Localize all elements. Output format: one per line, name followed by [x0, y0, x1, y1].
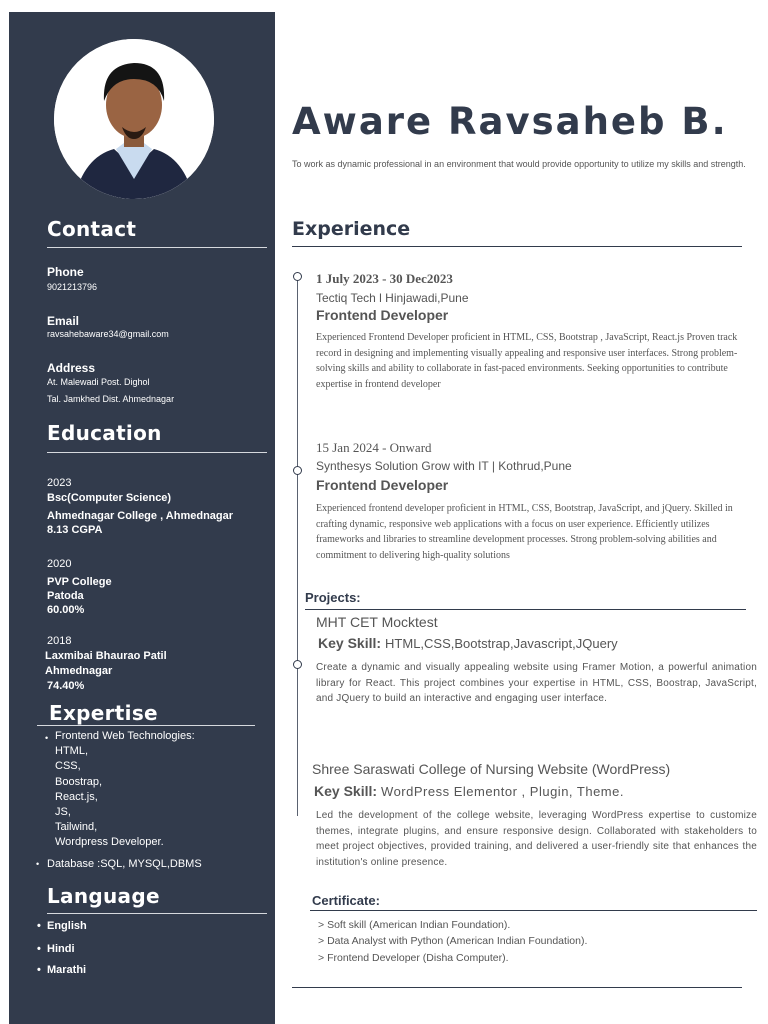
footer-divider: [292, 987, 742, 988]
key-skill-label: Key Skill:: [314, 783, 378, 799]
email-value: ravsahebaware34@gmail.com: [47, 329, 169, 339]
expertise-item: Wordpress Developer.: [55, 836, 164, 848]
education-score: 8.13 CGPA: [47, 524, 103, 536]
experience-description: Experienced frontend developer proficient in HTML, CSS, Bootstrap, JavaScript, and jQuery. Skilled in crafting dynamic, responsive web applications with a focus on user experience. Efficiently utilizes frameworks and libraries to streamline development processes. Strong problem-solving abilities and commitment to delivering high-quality solutions: [316, 503, 733, 561]
project-description: Create a dynamic and visually appealing website using Framer Motion, a powerful animation library for React. This project combines your expertise in HTML, CSS, Boostrap, JavaScript, and JQuery to build an interactive and engaging user interface.: [316, 662, 757, 704]
education-score: 60.00%: [47, 604, 85, 616]
language-item: • Marathi: [47, 964, 86, 976]
email-label: Email: [47, 314, 80, 328]
sidebar: [9, 12, 275, 1024]
project-title: MHT CET Mocktest: [316, 614, 438, 630]
candidate-name: Aware Ravsaheb B.: [292, 100, 728, 143]
projects-heading: Projects:: [305, 590, 361, 605]
expertise-item: Tailwind,: [55, 821, 98, 833]
education-degree: PVP College: [47, 576, 112, 588]
project-key-skill: [314, 783, 624, 799]
profile-photo: [54, 39, 214, 199]
project-title: Shree Saraswati College of Nursing Website (WordPress): [312, 761, 671, 777]
education-institution: Ahmednagar: [45, 665, 113, 677]
education-score: 74.40%: [47, 680, 85, 692]
address-label: Address: [47, 361, 96, 375]
education-heading: Education: [47, 421, 162, 445]
timeline-dot: [293, 660, 302, 669]
projects-divider: [305, 609, 746, 610]
project-description: Led the development of the college website, leveraging WordPress expertise to customize themes, integrate plugins, and ensure responsive design. Collaborated with stakeholders to meet project objectives, provided training, and delivered a user-friendly site that enhances the institution's online presence.: [316, 810, 757, 868]
education-year: 2018: [47, 635, 72, 647]
timeline-dot: [293, 466, 302, 475]
language-item: • English: [47, 920, 87, 932]
contact-divider: [47, 247, 267, 248]
expertise-frontend-label: Frontend Web Technologies:: [55, 730, 195, 742]
experience-date: 15 Jan 2024 - Onward: [316, 440, 432, 455]
contact-heading: Contact: [47, 217, 137, 241]
expertise-item: React.js,: [55, 791, 98, 803]
expertise-heading: Expertise: [49, 701, 158, 725]
experience-description: Experienced Frontend Developer proficient in HTML, CSS, Bootstrap , JavaScript, React.js Proven track record in designing and implementing visually appealing and responsive user interfaces. Strong problem-solving skills and ability to collaborate in fast-paced environments. Seeking opportunities to contribute expertise in frontend developer: [316, 332, 738, 390]
bullet-icon: •: [36, 859, 40, 869]
education-institution: Patoda: [47, 590, 84, 602]
timeline-dot: [293, 272, 302, 281]
education-year: 2020: [47, 558, 72, 570]
language-heading: Language: [47, 884, 160, 908]
certificate-item: > Soft skill (American Indian Foundation).: [318, 919, 510, 931]
profile-photo-illustration: [54, 39, 214, 199]
experience-date: 1 July 2023 - 30 Dec2023: [316, 271, 453, 286]
certificate-item: > Frontend Developer (Disha Computer).: [318, 952, 509, 964]
experience-company: Synthesys Solution Grow with IT | Kothrud,Pune: [316, 459, 572, 473]
education-degree: Bsc(Computer Science): [47, 492, 172, 504]
certificate-heading: Certificate:: [312, 893, 380, 908]
address-line-1: At. Malewadi Post. Dighol: [47, 377, 150, 387]
bullet-icon: •: [45, 733, 49, 743]
experience-role: Frontend Developer: [316, 307, 449, 323]
education-divider: [47, 452, 267, 453]
expertise-item: HTML,: [55, 745, 88, 757]
experience-company: Tectiq Tech l Hinjawadi,Pune: [316, 291, 469, 305]
certificate-item: > Data Analyst with Python (American Indian Foundation).: [318, 935, 587, 947]
expertise-divider: [37, 725, 255, 726]
phone-label: Phone: [47, 265, 84, 279]
experience-divider: [292, 246, 742, 247]
key-skill-label: Key Skill:: [318, 635, 382, 651]
education-institution: Ahmednagar College , Ahmednagar: [47, 510, 234, 522]
project-skills: HTML,CSS,Bootstrap,Javascript,JQuery: [385, 636, 618, 651]
education-degree: Laxmibai Bhaurao Patil: [45, 650, 167, 662]
expertise-item: CSS,: [55, 760, 81, 772]
expertise-item: Boostrap,: [55, 776, 103, 788]
expertise-database: Database :SQL, MYSQL,DBMS: [47, 858, 202, 870]
address-line-2: Tal. Jamkhed Dist. Ahmednagar: [47, 394, 175, 404]
project-key-skill: [318, 635, 618, 651]
education-year: 2023: [47, 477, 72, 489]
timeline-line: [297, 276, 298, 816]
certificate-divider: [310, 910, 757, 911]
language-divider: [47, 913, 267, 914]
project-skills: WordPress Elementor , Plugin, Theme.: [381, 784, 624, 799]
experience-heading: Experience: [292, 218, 411, 240]
expertise-item: JS,: [55, 806, 71, 818]
experience-role: Frontend Developer: [316, 477, 449, 493]
career-objective: To work as dynamic professional in an environment that would provide opportunity to utilize my skills and strength.: [292, 159, 746, 169]
language-item: • Hindi: [47, 943, 75, 955]
phone-value: 9021213796: [47, 282, 98, 292]
